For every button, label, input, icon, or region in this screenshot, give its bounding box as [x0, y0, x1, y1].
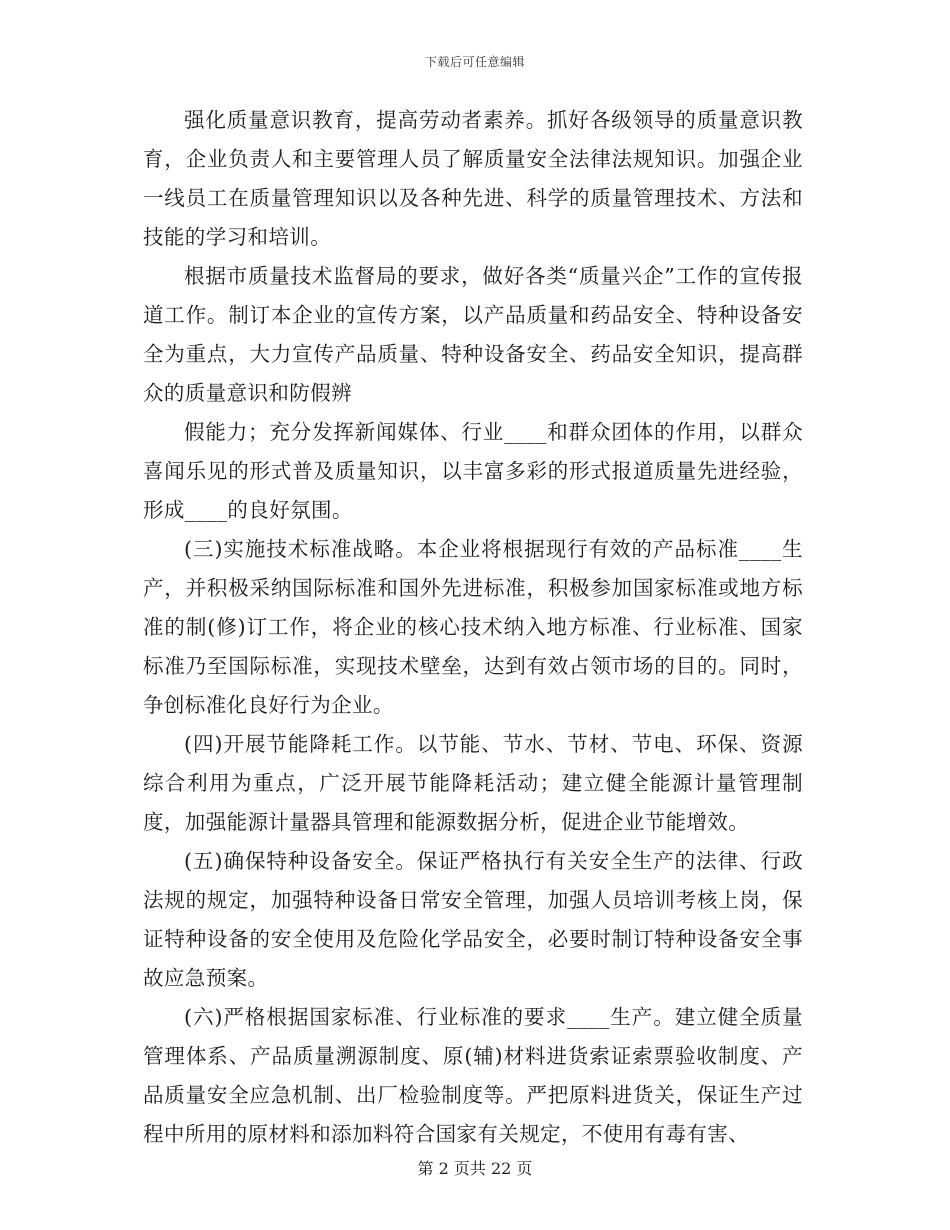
page-number: 第 2 页共 22 页 [417, 1159, 533, 1178]
paragraph-special-equipment: (五)确保特种设备安全。保证严格执行有关安全生产的法律、行政法规的规定，加强特种设备日常安全管理，加强人员培训考核上岗，保证特种设备的安全使用及危险化学品安全，必要时制订特种设备安全事故应急预案。 [143, 849, 803, 990]
paragraph-publicity: 根据市质量技术监督局的要求，做好各类“质量兴企”工作的宣传报道工作。制订本企业的宣传方案，以产品质量和药品安全、特种设备安全为重点，大力宣传产品质量、特种设备安全、药品安全知识，提高群众的质量意识和防假辨 [143, 264, 803, 405]
header-note: 下载后可任意编辑 [424, 55, 525, 69]
paragraph-quality-education: 强化质量意识教育，提高劳动者素养。抓好各级领导的质量意识教育，企业负责人和主要管理人员了解质量安全法律法规知识。加强企业一线员工在质量管理知识以及各种先进、科学的质量管理技术、方法和技能的学习和培训。 [143, 108, 803, 249]
paragraph-production-standards: (六)严格根据国家标准、行业标准的要求____生产。建立健全质量管理体系、产品质量溯源制度、原(辅)材料进货索证索票验收制度、产品质量安全应急机制、出厂检验制度等。严把原料进货关，保证生产过程中所用的原材料和添加料符合国家有关规定，不使用有毒有害、 [143, 1005, 803, 1146]
paragraph-anti-counterfeit: 假能力；充分发挥新闻媒体、行业____和群众团体的作用，以群众喜闻乐见的形式普及质量知识，以丰富多彩的形式报道质量先进经验，形成____的良好氛围。 [143, 420, 803, 522]
paragraph-technical-standards: (三)实施技术标准战略。本企业将根据现行有效的产品标准____生产，并积极采纳国际标准和国外先进标准，积极参加国家标准或地方标准的制(修)订工作，将企业的核心技术纳入地方标准、行业标准、国家标准乃至国际标准，实现技术壁垒，达到有效占领市场的目的。同时，争创标准化良好行为企业。 [143, 537, 803, 717]
paragraph-energy-saving: (四)开展节能降耗工作。以节能、节水、节材、节电、环保、资源综合利用为重点，广泛开展节能降耗活动；建立健全能源计量管理制度，加强能源计量器具管理和能源数据分析，促进企业节能增效。 [143, 732, 803, 834]
document-body [143, 101, 803, 1154]
